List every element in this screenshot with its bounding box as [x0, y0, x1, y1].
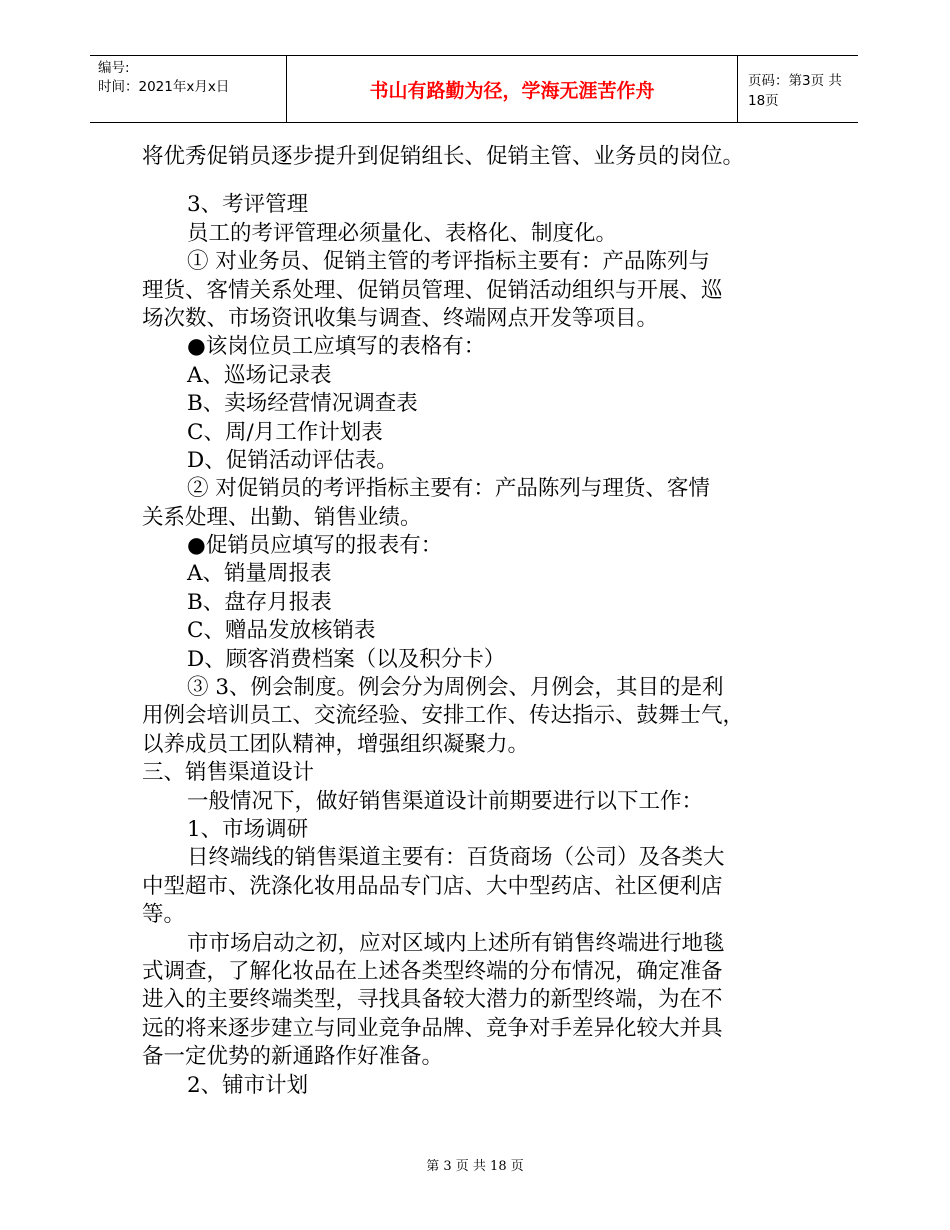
body-line: 市市场启动之初，应对区域内上述所有销售终端进行地毯	[187, 930, 725, 956]
list-item: A、巡场记录表	[187, 362, 332, 388]
bullet-line: ●该岗位员工应填写的表格有：	[187, 334, 486, 360]
list-item: C、赠品发放核销表	[187, 618, 376, 644]
list-item: B、盘存月报表	[187, 589, 332, 615]
list-item: B、卖场经营情况调查表	[187, 391, 418, 417]
list-item: C、周/月工作计划表	[187, 419, 383, 445]
bullet-line: ●促销员应填写的报表有：	[187, 533, 443, 559]
section-heading: 三、销售渠道设计	[142, 760, 315, 786]
section-heading: 3、考评管理	[187, 192, 309, 218]
document-body	[142, 143, 822, 1100]
body-line: 将优秀促销员逐步提升到促销组长、促销主管、业务员的岗位。	[142, 144, 745, 169]
header-page-info: 页码：第3页 共18页	[748, 73, 842, 109]
body-line: ② 对促销员的考评指标主要有：产品陈列与理货、客情	[187, 476, 710, 502]
page-footer: 第 3 页 共 18 页	[426, 1159, 524, 1174]
body-line: 远的将来逐步建立与同业竞争品牌、竞争对手差异化较大并具	[142, 1015, 723, 1041]
body-line: 关系处理、出勤、销售业绩。	[142, 504, 422, 530]
page-header	[90, 55, 858, 123]
body-line: 场次数、市场资讯收集与调查、终端网点开发等项目。	[142, 305, 659, 331]
document-number-label: 编号:	[98, 60, 130, 76]
body-line: 备一定优势的新通路作好准备。	[142, 1044, 444, 1070]
body-line: ③ 3、例会制度。例会分为周例会、月例会，其目的是利	[187, 675, 724, 701]
header-motto: 书山有路勤为径，学海无涯苦作舟	[286, 56, 738, 122]
body-line: 等。	[142, 902, 186, 928]
list-item: A、销量周报表	[187, 561, 332, 587]
body-line: 一般情况下，做好销售渠道设计前期要进行以下工作：	[187, 788, 704, 814]
document-time-label: 时间：2021年x月x日	[98, 79, 230, 95]
body-line: 理货、客情关系处理、促销员管理、促销活动组织与开展、巡	[142, 277, 723, 303]
body-line: ① 对业务员、促销主管的考评指标主要有：产品陈列与	[187, 249, 710, 275]
list-item: D、顾客消费档案（以及积分卡）	[187, 646, 506, 672]
body-line: 员工的考评管理必须量化、表格化、制度化。	[187, 220, 618, 246]
body-line: 进入的主要终端类型，寻找具备较大潜力的新型终端，为在不	[142, 987, 723, 1013]
body-line: 式调查，了解化妆品在上述各类型终端的分布情况，确定准备	[142, 958, 723, 984]
section-heading: 1、市场调研	[187, 816, 309, 842]
body-line: 用例会培训员工、交流经验、安排工作、传达指示、鼓舞士气，	[142, 703, 745, 729]
header-meta	[90, 56, 286, 122]
body-line: 日终端线的销售渠道主要有：百货商场（公司）及各类大	[187, 845, 725, 871]
list-item: D、促销活动评估表。	[187, 447, 398, 473]
section-heading: 2、铺市计划	[187, 1072, 309, 1098]
body-line: 以养成员工团队精神，增强组织凝聚力。	[142, 731, 530, 757]
body-line: 中型超市、洗涤化妆用品品专门店、大中型药店、社区便利店	[142, 873, 723, 899]
